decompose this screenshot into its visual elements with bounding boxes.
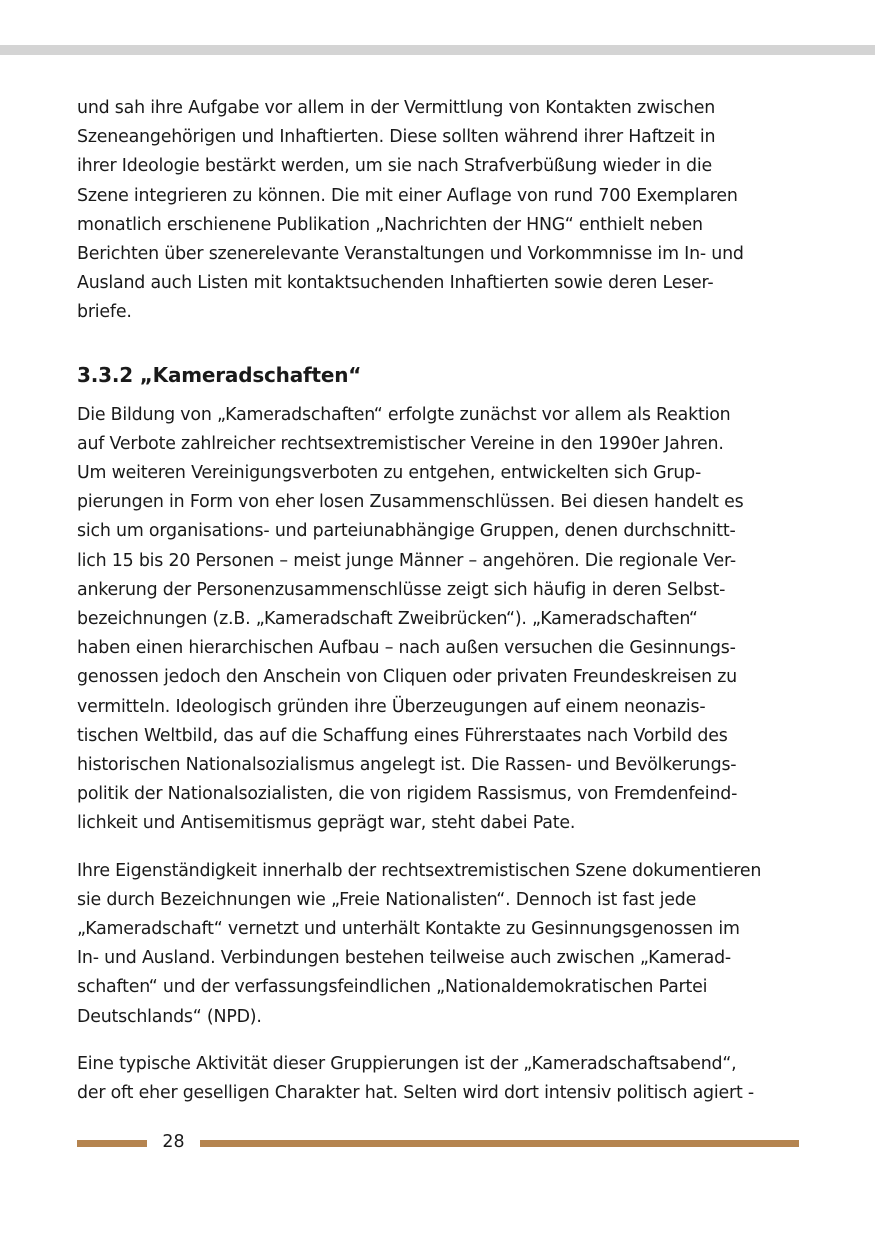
text-line: auf Verbote zahlreicher rechtsextremistischer Vereine in den 1990er Jahren. — [77, 433, 724, 454]
text-line: der oft eher geselligen Charakter hat. Selten wird dort intensiv politisch agiert - — [77, 1083, 754, 1104]
text-line: „Kameradschaft“ vernetzt und unterhält Kontakte zu Gesinnungsgenossen im — [77, 919, 740, 940]
page-number: 28 — [162, 1132, 185, 1152]
text-line: lich 15 bis 20 Personen – meist junge Männer – angehören. Die regionale Ver- — [77, 550, 736, 571]
text-line: genossen jedoch den Anschein von Cliquen oder privaten Freundeskreisen zu — [77, 667, 737, 688]
text-line: Szeneangehörigen und Inhaftierten. Diese sollten während ihrer Haftzeit in — [77, 127, 716, 148]
text-line: politik der Nationalsozialisten, die von rigidem Rassismus, von Fremdenfeind- — [77, 784, 738, 805]
text-line: ankerung der Personenzusammenschlüsse zeigt sich häufig in deren Selbst- — [77, 579, 726, 600]
text-line: briefe. — [77, 302, 132, 323]
text-line: In- und Ausland. Verbindungen bestehen teilweise auch zwischen „Kamerad- — [77, 948, 731, 969]
text-line: Deutschlands“ (NPD). — [77, 1006, 262, 1027]
text-line: historischen Nationalsozialismus angelegt ist. Die Rassen- und Bevölkerungs- — [77, 755, 737, 776]
text-line: Eine typische Aktivität dieser Gruppierungen ist der „Kameradschaftsabend“, — [77, 1053, 737, 1074]
footer-rule-right — [200, 1140, 799, 1147]
paragraph-4 — [77, 1050, 799, 1108]
text-line: sie durch Bezeichnungen wie „Freie Nationalisten“. Dennoch ist fast jede — [77, 889, 697, 910]
text-line: monatlich erschienene Publikation „Nachrichten der HNG“ enthielt neben — [77, 214, 703, 235]
text-line: vermitteln. Ideologisch gründen ihre Überzeugungen auf einem neonazis- — [77, 696, 706, 717]
top-divider-bar — [0, 45, 875, 55]
text-line: pierungen in Form von eher losen Zusammenschlüssen. Bei diesen handelt es — [77, 492, 744, 513]
text-line: tischen Weltbild, das auf die Schaffung eines Führerstaates nach Vorbild des — [77, 725, 728, 746]
paragraph-2 — [77, 401, 799, 839]
text-line: Ausland auch Listen mit kontaktsuchenden Inhaftierten sowie deren Leser- — [77, 273, 714, 294]
text-line: Szene integrieren zu können. Die mit einer Auflage von rund 700 Exemplaren — [77, 185, 738, 206]
text-line: Ihre Eigenständigkeit innerhalb der rechtsextremistischen Szene dokumentieren — [77, 860, 762, 881]
section-heading: 3.3.2 „Kameradschaften“ — [77, 362, 362, 387]
text-line: Berichten über szenerelevante Veranstaltungen und Vorkommnisse im In- und — [77, 244, 744, 265]
paragraph-1 — [77, 94, 799, 328]
footer-rule-left — [77, 1140, 147, 1147]
text-line: sich um organisations- und parteiunabhängige Gruppen, denen durchschnitt- — [77, 521, 736, 542]
text-line: lichkeit und Antisemitismus geprägt war, steht dabei Pate. — [77, 813, 576, 834]
text-line: und sah ihre Aufgabe vor allem in der Vermittlung von Kontakten zwischen — [77, 98, 716, 118]
text-line: schaften“ und der verfassungsfeindlichen „Nationaldemokratischen Partei — [77, 977, 708, 998]
text-line: Um weiteren Vereinigungsverboten zu entgehen, entwickelten sich Grup- — [77, 463, 702, 484]
text-line: Die Bildung von „Kameradschaften“ erfolgte zunächst vor allem als Reaktion — [77, 404, 731, 425]
text-line: ihrer Ideologie bestärkt werden, um sie nach Strafverbüßung wieder in die — [77, 156, 712, 177]
paragraph-3 — [77, 857, 799, 1032]
page-footer — [77, 1131, 799, 1153]
page-body — [77, 94, 799, 1108]
text-line: haben einen hierarchischen Aufbau – nach außen versuchen die Gesinnungs- — [77, 638, 736, 659]
text-line: bezeichnungen (z.B. „Kameradschaft Zweibrücken“). „Kameradschaften“ — [77, 609, 698, 630]
